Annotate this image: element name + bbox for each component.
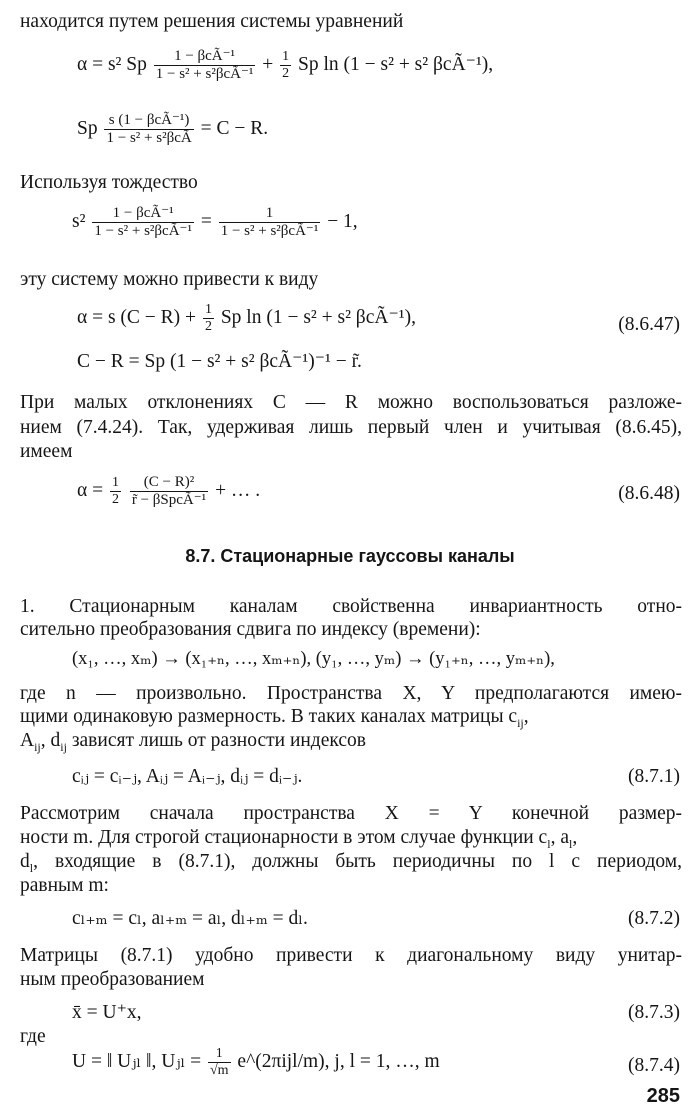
text-line: равным m: xyxy=(20,875,109,896)
equation-label: (8.7.4) xyxy=(628,1055,680,1076)
text-part: входящие в (8.7.1), должны быть периодичны по l с периодом, xyxy=(54,851,683,872)
text-line: где n — произвольно. Пространства X, Y предполагаются имею- xyxy=(20,683,682,704)
eq-part: s² xyxy=(72,211,86,233)
text-line: $A_{ij}$, $d_{ij}$ зависят лишь от разности индексов xyxy=(20,730,366,754)
denominator: 1 − s² + s²βcÃ⁻¹ xyxy=(94,223,192,240)
equation-8-7-2: cₗ₊ₘ = cₗ, aₗ₊ₘ = aₗ, dₗ₊ₘ = dₗ. xyxy=(72,908,308,929)
text-part: A xyxy=(20,730,35,751)
denominator: r̃ − βSpcÃ⁻¹ xyxy=(131,492,207,509)
equation-8-7-4 xyxy=(72,1046,440,1079)
text-part: d xyxy=(50,730,61,751)
text-line: Рассмотрим сначала пространства X = Y конечной размер- xyxy=(20,803,682,824)
equation-label: (8.7.1) xyxy=(628,766,680,787)
text-line: находится путем решения системы уравнений xyxy=(20,11,404,32)
eq-part: − 1, xyxy=(327,211,358,233)
fraction xyxy=(280,49,291,82)
text-line: где xyxy=(20,1026,46,1047)
text-part: зависят лишь от разности индексов xyxy=(71,730,366,751)
text-line: нием (7.4.24). Так, удерживая лишь первый член и учитывая (8.6.45), xyxy=(20,417,682,438)
equation-label: (8.7.3) xyxy=(628,1002,680,1023)
text-line: эту систему можно привести к виду xyxy=(20,269,319,290)
fraction xyxy=(130,474,208,510)
equation-2 xyxy=(72,205,358,241)
text-line: Используя тождество xyxy=(20,172,198,193)
numerator: 1 xyxy=(208,1046,231,1063)
text-line: сительно преобразования сдвига по индексу (времени): xyxy=(20,619,481,640)
fraction xyxy=(92,205,194,241)
page-number: 285 xyxy=(646,1085,680,1107)
denominator: 1 − s² + s²βcÃ xyxy=(106,130,192,147)
eq-part: = xyxy=(200,211,212,233)
eq-part: Sp xyxy=(77,118,98,140)
equation-8-7-1: cᵢⱼ = cᵢ₋ⱼ, Aᵢⱼ = Aᵢ₋ⱼ, dᵢⱼ = dᵢ₋ⱼ. xyxy=(72,766,303,787)
numerator: 1 xyxy=(219,205,321,223)
eq-part: U = ‖ Uⱼₗ ‖, Uⱼₗ = xyxy=(72,1051,202,1073)
eq-part: + xyxy=(262,54,274,76)
denominator: 1 − s² + s²βcÃ⁻¹ xyxy=(155,66,254,83)
equation-1b xyxy=(77,112,268,148)
denominator: 2 xyxy=(111,492,119,508)
numerator: 1 xyxy=(110,475,121,492)
eq-part: Sp ln (1 − s² + s² βcÃ⁻¹), xyxy=(298,54,494,76)
fraction xyxy=(110,475,121,508)
numerator: (C − R)² xyxy=(130,474,208,492)
fraction xyxy=(208,1046,231,1079)
text-part: ности m. Для строгой стационарности в этом случае функции c xyxy=(20,827,548,848)
equation-4: C − R = Sp (1 − s² + s² βcÃ⁻¹)⁻¹ − r̃. xyxy=(77,351,362,372)
equation-8-7-3: x̄ = U⁺x, xyxy=(72,1002,142,1023)
fraction xyxy=(219,205,321,241)
numerator: 1 xyxy=(280,49,291,66)
eq-part: e^(2πijl/m), j, l = 1, …, m xyxy=(237,1051,440,1073)
fraction xyxy=(203,302,214,335)
eq-part: α = s² Sp xyxy=(77,54,147,76)
denominator: 2 xyxy=(204,319,212,335)
text-line: 1. Стационарным каналам свойственна инвариантность отно- xyxy=(20,596,682,617)
fraction xyxy=(104,112,193,148)
text-line: $d_l$, входящие в (8.7.1), должны быть периодичны по l с периодом, xyxy=(20,851,683,875)
denominator: 2 xyxy=(282,66,290,82)
eq-part: Sp ln (1 − s² + s² βcÃ⁻¹), xyxy=(220,307,416,329)
equation-label: (8.7.2) xyxy=(628,908,680,929)
fraction xyxy=(154,48,256,84)
numerator: s (1 − βcÃ⁻¹) xyxy=(104,112,193,130)
text-line: Матрицы (8.7.1) удобно привести к диагональному виду унитар- xyxy=(20,945,682,966)
equation-shift: (x₁, …, xₘ) → (x₁₊ₙ, …, xₘ₊ₙ), (y₁, …, yₘ) → (y₁₊ₙ, …, yₘ₊ₙ), xyxy=(72,649,555,669)
denominator: √m xyxy=(209,1063,229,1079)
section-title: 8.7. Стационарные гауссовы каналы xyxy=(185,546,515,566)
equation-8-6-48 xyxy=(77,474,260,510)
equation-label: (8.6.47) xyxy=(618,314,680,335)
text-line: щими одинаковую размерность. В таких каналах матрицы $c_{ij}$, xyxy=(20,706,529,730)
numerator: 1 − βcÃ⁻¹ xyxy=(154,48,256,66)
eq-part: α = s (C − R) + xyxy=(77,307,197,329)
equation-label: (8.6.48) xyxy=(618,483,680,504)
numerator: 1 − βcÃ⁻¹ xyxy=(92,205,194,223)
text-line: ности m. Для строгой стационарности в этом случае функции $c_l$, $a_l$, xyxy=(20,827,578,851)
eq-part: = C − R. xyxy=(200,118,269,140)
text-line: ным преобразованием xyxy=(20,969,205,990)
text-part: щими одинаковую размерность. В таких каналах матрицы c xyxy=(20,706,518,727)
equation-8-6-47 xyxy=(77,302,416,335)
text-line: имеем xyxy=(20,441,73,462)
text-line: При малых отклонениях C — R можно воспользоваться разложе- xyxy=(20,392,682,413)
denominator: 1 − s² + s²βcÃ⁻¹ xyxy=(220,223,319,240)
numerator: 1 xyxy=(203,302,214,319)
equation-1a xyxy=(77,48,493,84)
eq-part: + … . xyxy=(215,480,261,502)
eq-part: α = xyxy=(77,480,104,502)
